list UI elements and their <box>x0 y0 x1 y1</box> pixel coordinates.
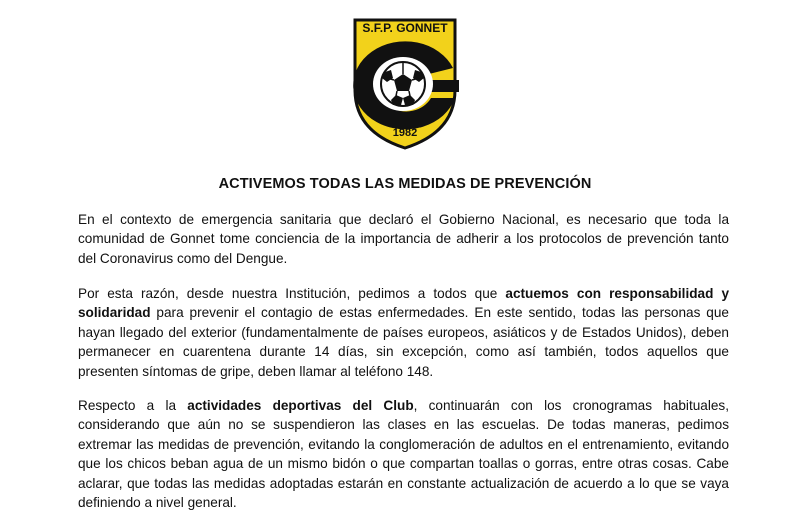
paragraph-text: Por esta razón, desde nuestra Institución, pedimos a todos que <box>78 286 506 301</box>
paragraph-context: En el contexto de emergencia sanitaria que declaró el Gobierno Nacional, es necesario que toda la comunidad de Gonnet tome conciencia de la importancia de adherir a los protocolos de prevención tanto del Coronavirus como del Dengue. <box>78 212 729 266</box>
club-crest-logo <box>333 12 477 152</box>
paragraph-text: , continuarán con los cronogramas habituales, considerando que aún no se suspendieron las clases en las escuelas. De todas maneras, pedimos extremar las medidas de prevención, evitando la conglomeración de adultos en el entrenamiento, evitando que los chicos beban agua de un mismo bidón o que compartan toallas o gorras, entre otras cosas. Cabe aclarar, que todas las medidas adoptadas estarán en constante actualización de acuerdo a lo que se vaya definiendo a nivel general. <box>78 398 729 511</box>
paragraph-emphasis: actividades deportivas del Club <box>187 398 414 413</box>
paragraph-text: Respecto a la <box>78 398 188 413</box>
club-name-text: S.F.P. GONNET <box>362 21 448 35</box>
founded-year-text: 1982 <box>392 127 418 139</box>
paragraph-responsibility <box>78 284 729 381</box>
paragraph-sports-activities <box>78 396 729 512</box>
document-headline: ACTIVEMOS TODAS LAS MEDIDAS DE PREVENCIÓN <box>218 176 592 192</box>
soccer-ball-icon <box>381 62 425 106</box>
paragraph-text: para prevenir el contagio de estas enfermedades. En este sentido, todas las personas que hayan llegado del exterior (fundamentalmente de países europeos, asiáticos y de Estados Unidos), deben permanecer en cuarentena durante 14 días, sin excepción, como así también, todos aquellos que presenten síntomas de gripe, deben llamar al teléfono 148. <box>78 305 729 379</box>
paragraph-emphasis: actuemos con responsabilidad y solidaridad <box>78 286 729 321</box>
